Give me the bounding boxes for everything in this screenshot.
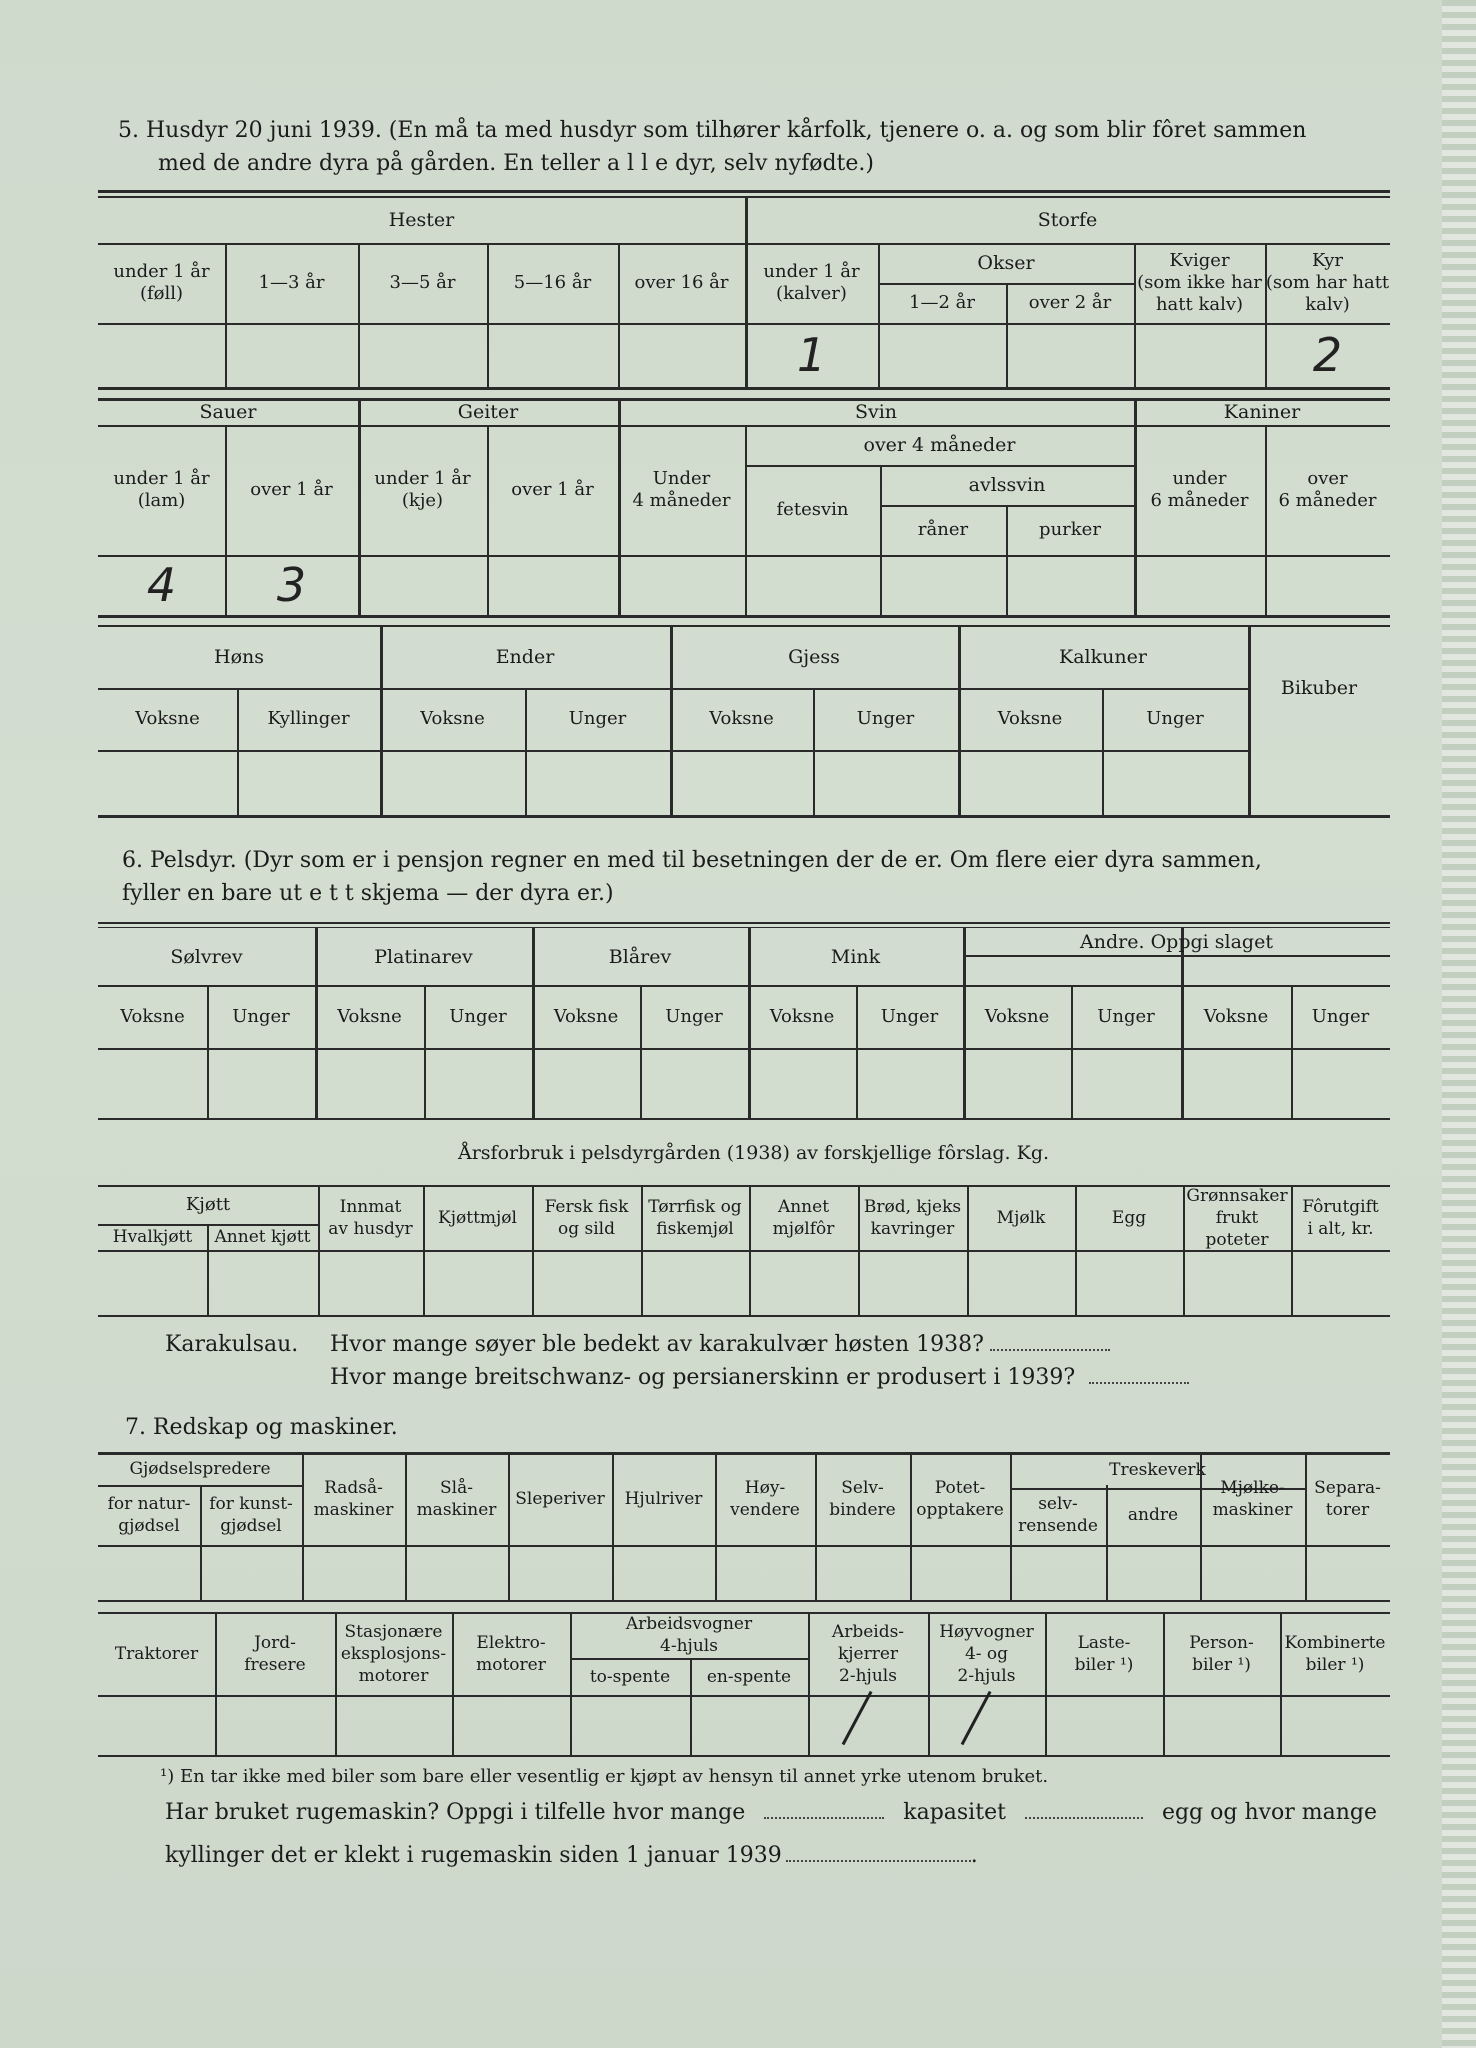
col-header-3-1: Kyllinger <box>267 708 350 729</box>
fur-entry-4[interactable] <box>532 1048 640 1118</box>
livestock2-entry-8[interactable] <box>1134 555 1265 615</box>
tools-entry-12[interactable] <box>1305 1545 1390 1600</box>
group-kaniner: Kaniner <box>1223 400 1301 423</box>
col-header-2-7: purker <box>1039 519 1101 540</box>
group-avlssvin: avlssvin <box>968 474 1046 496</box>
incubator-q-b: kapasitet <box>903 1800 1006 1825</box>
livestock2-entry-0[interactable]: 4 <box>146 558 177 612</box>
table-bottom-rule <box>98 1118 1390 1120</box>
col-header-5-5: Tørrfisk og fiskemjøl <box>648 1196 742 1239</box>
tools2-entry-4[interactable] <box>570 1695 690 1755</box>
andre-rule <box>963 955 1390 957</box>
col-bikuber: Bikuber <box>1280 676 1358 699</box>
col-header-6-0: for natur- gjødsel <box>107 1494 191 1536</box>
livestock-entry-2[interactable] <box>358 323 487 387</box>
tools-entry-4[interactable] <box>508 1545 612 1600</box>
col-header-6-10: andre <box>1127 1505 1179 1525</box>
incubator-question-line1 <box>165 1798 1377 1828</box>
tools-entry-9[interactable] <box>1010 1545 1106 1600</box>
incubator-q-2: kyllinger det er klekt i rugemaskin siden 1 januar 1939 <box>165 1843 782 1868</box>
col-header-5-0: Hvalkjøtt <box>112 1227 193 1247</box>
tools2-entry-9[interactable] <box>1163 1695 1280 1755</box>
tools2-entry-3[interactable] <box>452 1695 570 1755</box>
karakul-q2-field[interactable] <box>1089 1382 1189 1384</box>
karakul-q1-field[interactable] <box>990 1349 1110 1351</box>
col-header-5-10: Grønnsaker frukt poteter <box>1186 1185 1288 1250</box>
group-svin: Svin <box>854 400 898 423</box>
col-header-6-1: for kunst- gjødsel <box>209 1494 293 1536</box>
livestock-entry-8[interactable] <box>1134 323 1265 387</box>
col-header-2-8: under 6 måneder <box>1150 468 1249 511</box>
tools-entry-10[interactable] <box>1106 1545 1200 1600</box>
tools2-entry-6[interactable] <box>808 1695 928 1755</box>
tools2-entry-1[interactable] <box>215 1695 335 1755</box>
karakul-question-2 <box>330 1363 1189 1393</box>
col-header-4-1: Unger <box>232 1005 290 1027</box>
col-header-5-4: Fersk fisk og sild <box>544 1196 629 1239</box>
col-header-7-6: Arbeids- kjerrer 2-hjuls <box>831 1621 905 1686</box>
group-sauer: Sauer <box>199 400 257 423</box>
group-poultry-2: Gjess <box>788 645 840 668</box>
col-header-4-0: Voksne <box>120 1005 185 1027</box>
tools-entry-5[interactable] <box>612 1545 715 1600</box>
tools2-entry-0[interactable] <box>98 1695 215 1755</box>
col-header-2-4: Under 4 måneder <box>632 468 731 511</box>
col-header-5: under 1 år (kalver) <box>763 261 860 304</box>
livestock-entry-0[interactable] <box>98 323 225 387</box>
col-header-7-8: Laste- biler ¹) <box>1074 1632 1134 1675</box>
livestock2-entry-4[interactable] <box>618 555 745 615</box>
feed-entry-7[interactable] <box>858 1250 967 1315</box>
handwritten-stroke <box>960 1691 991 1745</box>
col-header-6-6: Høy- vendere <box>730 1477 800 1520</box>
col-header-9: Kyr (som har hatt kalv) <box>1265 250 1390 315</box>
feed-entry-4[interactable] <box>532 1250 641 1315</box>
col-header-2-2: under 1 år (kje) <box>374 468 471 511</box>
col-header-3: 5—16 år <box>513 272 592 293</box>
col-header-2-1: over 1 år <box>250 479 333 500</box>
group-geiter: Geiter <box>457 400 519 423</box>
col-header-4-4: Voksne <box>553 1005 619 1027</box>
livestock2-entry-6[interactable] <box>880 555 1006 615</box>
feed-entry-6[interactable] <box>749 1250 858 1315</box>
tools-entry-2[interactable] <box>302 1545 405 1600</box>
tools2-entry-2[interactable] <box>335 1695 452 1755</box>
livestock-entry-4[interactable] <box>618 323 745 387</box>
fur-entry-6[interactable] <box>748 1048 856 1118</box>
group-storfe: Storfe <box>1037 208 1098 231</box>
col-header-4-10: Voksne <box>1203 1005 1269 1027</box>
col-header-2-3: over 1 år <box>511 479 594 500</box>
col-header-6-9: selv- rensende <box>1018 1494 1098 1536</box>
livestock2-entry-1[interactable]: 3 <box>276 558 307 612</box>
col-header-3-2: Voksne <box>420 708 485 729</box>
table-top-rule <box>98 190 1390 193</box>
livestock2-entry-7[interactable] <box>1006 555 1134 615</box>
karakul-question-1 <box>330 1330 1110 1360</box>
col-header-6-7: Selv- bindere <box>829 1477 896 1520</box>
tools2-entry-10[interactable] <box>1280 1695 1390 1755</box>
feed-entry-10[interactable] <box>1183 1250 1291 1315</box>
col-header-3-3: Unger <box>568 708 627 729</box>
col-header-3-4: Voksne <box>709 708 774 729</box>
col-header-5-11: Fôrutgift i alt, kr. <box>1302 1196 1379 1239</box>
group-fur-2: Blårev <box>608 945 672 968</box>
col-header-3-6: Voksne <box>997 708 1063 729</box>
karakul-q2-text: Hvor mange breitschwanz- og persianerskinn er produsert i 1939? <box>330 1365 1076 1390</box>
poultry-entry-5[interactable] <box>813 750 958 815</box>
section6-line1: 6. Pelsdyr. (Dyr som er i pensjon regner en med til besetningen der de er. Om flere eier dyra sammen, <box>122 848 1262 873</box>
col-header-6: 1—2 år <box>909 292 975 313</box>
tools2-entry-7[interactable] <box>928 1695 1045 1755</box>
table-bottom-rule <box>98 1755 1390 1757</box>
col-header-4-3: Unger <box>449 1005 507 1027</box>
incubator-chicks-field[interactable] <box>786 1860 971 1862</box>
col-header-5-6: Annet mjølfôr <box>772 1196 835 1239</box>
fur-entry-1[interactable] <box>207 1048 315 1118</box>
livestock-entry-5[interactable]: 1 <box>796 328 827 382</box>
group-fur-1: Platinarev <box>374 945 473 968</box>
col-header-6-5: Hjulriver <box>624 1488 703 1509</box>
poultry-entry-4[interactable] <box>670 750 813 815</box>
col-header-5-1: Annet kjøtt <box>214 1227 311 1247</box>
col-header-4-6: Voksne <box>769 1005 835 1027</box>
col-header-2: 3—5 år <box>389 272 456 293</box>
tools-entry-3[interactable] <box>405 1545 508 1600</box>
poultry-entry-3[interactable] <box>525 750 670 815</box>
col-header-7-3: Elektro- motorer <box>476 1632 546 1675</box>
col-header-6-2: Radså- maskiner <box>313 1477 394 1520</box>
col-header-5-8: Mjølk <box>996 1207 1046 1228</box>
table-bottom-rule <box>98 387 1390 390</box>
col-header-6-11: Mjølke- maskiner <box>1212 1477 1293 1520</box>
group-okser: Okser <box>977 252 1035 274</box>
col-header-5-7: Brød, kjeks kavringer <box>863 1196 962 1239</box>
group-hester: Hester <box>388 208 455 231</box>
poultry-entry-2[interactable] <box>380 750 525 815</box>
fur-entry-8[interactable] <box>963 1048 1071 1118</box>
livestock-entry-1[interactable] <box>225 323 358 387</box>
feed-entry-5[interactable] <box>641 1250 749 1315</box>
fur-entry-10[interactable] <box>1181 1048 1291 1118</box>
col-header-6-4: Sleperiver <box>515 1488 605 1509</box>
col-header-5-3: Kjøttmjøl <box>438 1207 517 1228</box>
feed-entry-9[interactable] <box>1075 1250 1183 1315</box>
col-header-7-0: Traktorer <box>114 1643 199 1664</box>
bikuber-entry[interactable] <box>1248 750 1390 815</box>
handwritten-stroke <box>842 1691 873 1745</box>
col-header-1: 1—3 år <box>258 272 325 293</box>
poultry-entry-6[interactable] <box>958 750 1102 815</box>
tools2-entry-8[interactable] <box>1045 1695 1163 1755</box>
col-header-4: over 16 år <box>634 272 729 293</box>
col-header-5-2: Innmat av husdyr <box>328 1196 413 1239</box>
incubator-capacity-field[interactable] <box>1025 1817 1143 1819</box>
tools-entry-1[interactable] <box>200 1545 302 1600</box>
col-header-4-9: Unger <box>1097 1005 1155 1027</box>
col-header-7-9: Person- biler ¹) <box>1189 1632 1254 1675</box>
feed-entry-2[interactable] <box>318 1250 423 1315</box>
livestock-entry-3[interactable] <box>487 323 618 387</box>
group-gjodselspredere: Gjødselspredere <box>129 1458 271 1479</box>
feed-entry-1[interactable] <box>207 1250 318 1315</box>
table-bottom-rule <box>98 1315 1390 1317</box>
col-header-7: over 2 år <box>1028 292 1112 313</box>
col-header-2-0: under 1 år (lam) <box>113 468 210 511</box>
section5-line2: med de andre dyra på gården. En teller a l l e dyr, selv nyfødte.) <box>158 151 874 176</box>
feed-entry-3[interactable] <box>423 1250 532 1315</box>
col-header-6-8: Potet- opptakere <box>916 1477 1004 1520</box>
livestock2-entry-2[interactable] <box>358 555 487 615</box>
table-bottom-rule <box>98 1600 1390 1602</box>
col-header-7-10: Kombinerte biler ¹) <box>1284 1632 1386 1675</box>
livestock2-entry-9[interactable] <box>1265 555 1390 615</box>
tools-entry-0[interactable] <box>98 1545 200 1600</box>
col-header-7-4: to-spente <box>589 1666 671 1687</box>
poultry-entry-1[interactable] <box>237 750 380 815</box>
table-bottom-rule <box>98 615 1390 618</box>
group-poultry-1: Ender <box>495 645 555 668</box>
perforated-edge <box>1442 0 1476 2048</box>
feed-entry-8[interactable] <box>967 1250 1075 1315</box>
table-bottom-rule <box>98 815 1390 818</box>
col-header-3-5: Unger <box>856 708 915 729</box>
karakul-label: Karakulsau. <box>165 1332 299 1357</box>
section6-line2: fyller en bare ut e t t skjema — der dyra er.) <box>122 881 614 906</box>
col-header-4-5: Unger <box>665 1005 723 1027</box>
col-header-4-8: Voksne <box>984 1005 1050 1027</box>
col-header-6-3: Slå- maskiner <box>416 1477 497 1520</box>
col-header-3-7: Unger <box>1146 708 1204 729</box>
fur-entry-5[interactable] <box>640 1048 748 1118</box>
table-top-rule <box>98 922 1390 924</box>
fur-entry-11[interactable] <box>1291 1048 1390 1118</box>
karakul-q1-text: Hvor mange søyer ble bedekt av karakulvær høsten 1938? <box>330 1332 984 1357</box>
livestock-entry-7[interactable] <box>1006 323 1134 387</box>
col-header-4-7: Unger <box>880 1005 939 1027</box>
col-header-7-1: Jord- freserе <box>244 1632 306 1675</box>
col-header-5-9: Egg <box>1111 1207 1147 1228</box>
livestock2-entry-3[interactable] <box>487 555 618 615</box>
feed-consumption-title: Årsforbruk i pelsdyrgården (1938) av forskjellige fôrslag. Kg. <box>458 1142 1050 1164</box>
fur-entry-0[interactable] <box>98 1048 207 1118</box>
col-header-6-12: Separa- torer <box>1314 1477 1381 1520</box>
col-header-4-2: Voksne <box>337 1005 402 1027</box>
col-header-7-5: en-spente <box>706 1666 792 1687</box>
group-andre: Andre. Oppgi slaget <box>1080 930 1273 953</box>
footnote: ¹) En tar ikke med biler som bare eller vesentlig er kjøpt av hensyn til annet yrke utenom bruket. <box>160 1766 1049 1787</box>
section5-line1: 5. Husdyr 20 juni 1939. (En må ta med husdyr som tilhører kårfolk, tjenere o. a. og som blir fôret sammen <box>118 118 1307 143</box>
col-header-2-6: råner <box>917 519 969 540</box>
col-header-2-5: fetesvin <box>776 499 849 520</box>
poultry-entry-0[interactable] <box>98 750 237 815</box>
incubator-q-a: Har bruket rugemaskin? Oppgi i tilfelle hvor mange <box>165 1800 746 1825</box>
fur-entry-2[interactable] <box>315 1048 424 1118</box>
col-header-7-2: Stasjonære eksplosjons- motorer <box>340 1621 447 1686</box>
livestock2-entry-5[interactable] <box>745 555 880 615</box>
feed-entry-11[interactable] <box>1291 1250 1390 1315</box>
tools2-entry-5[interactable] <box>690 1695 808 1755</box>
col-header-2-9: over 6 måneder <box>1278 468 1377 511</box>
tools-entry-7[interactable] <box>815 1545 910 1600</box>
section7-title: 7. Redskap og maskiner. <box>125 1415 398 1440</box>
poultry-entry-7[interactable] <box>1102 750 1248 815</box>
col-header-3-0: Voksne <box>135 708 200 729</box>
livestock-entry-9[interactable]: 2 <box>1312 328 1343 382</box>
feed-entry-0[interactable] <box>98 1250 207 1315</box>
group-poultry-3: Kalkuner <box>1059 645 1147 668</box>
group-fur-0: Sølvrev <box>170 945 243 968</box>
group-kjott: Kjøtt <box>185 1193 231 1215</box>
livestock-entry-6[interactable] <box>878 323 1006 387</box>
group-over-4-maneder: over 4 måneder <box>863 434 1016 456</box>
fur-entry-9[interactable] <box>1071 1048 1181 1118</box>
tools-entry-8[interactable] <box>910 1545 1010 1600</box>
incubator-question-line2: kyllinger det er klekt i rugemaskin siden 1 januar 1939 . <box>165 1843 978 1868</box>
group-arbeidsvogner: Arbeidsvogner 4-hjuls <box>625 1614 753 1656</box>
group-poultry-0: Høns <box>214 645 264 668</box>
group-treskeverk: Treskeverk <box>1109 1460 1206 1480</box>
incubator-count-field[interactable] <box>764 1817 884 1819</box>
col-header-4-11: Unger <box>1311 1005 1370 1027</box>
fur-entry-7[interactable] <box>856 1048 963 1118</box>
col-header-0: under 1 år (føll) <box>113 261 210 304</box>
col-header-8: Kviger (som ikke har hatt kalv) <box>1137 250 1262 315</box>
incubator-q-c: egg og hvor mange <box>1161 1800 1378 1825</box>
fur-entry-3[interactable] <box>424 1048 532 1118</box>
group-fur-3: Mink <box>830 945 881 968</box>
col-header-7-7: Høyvogner 4- og 2-hjuls <box>939 1621 1034 1686</box>
tools-entry-6[interactable] <box>715 1545 815 1600</box>
tools-entry-11[interactable] <box>1200 1545 1305 1600</box>
